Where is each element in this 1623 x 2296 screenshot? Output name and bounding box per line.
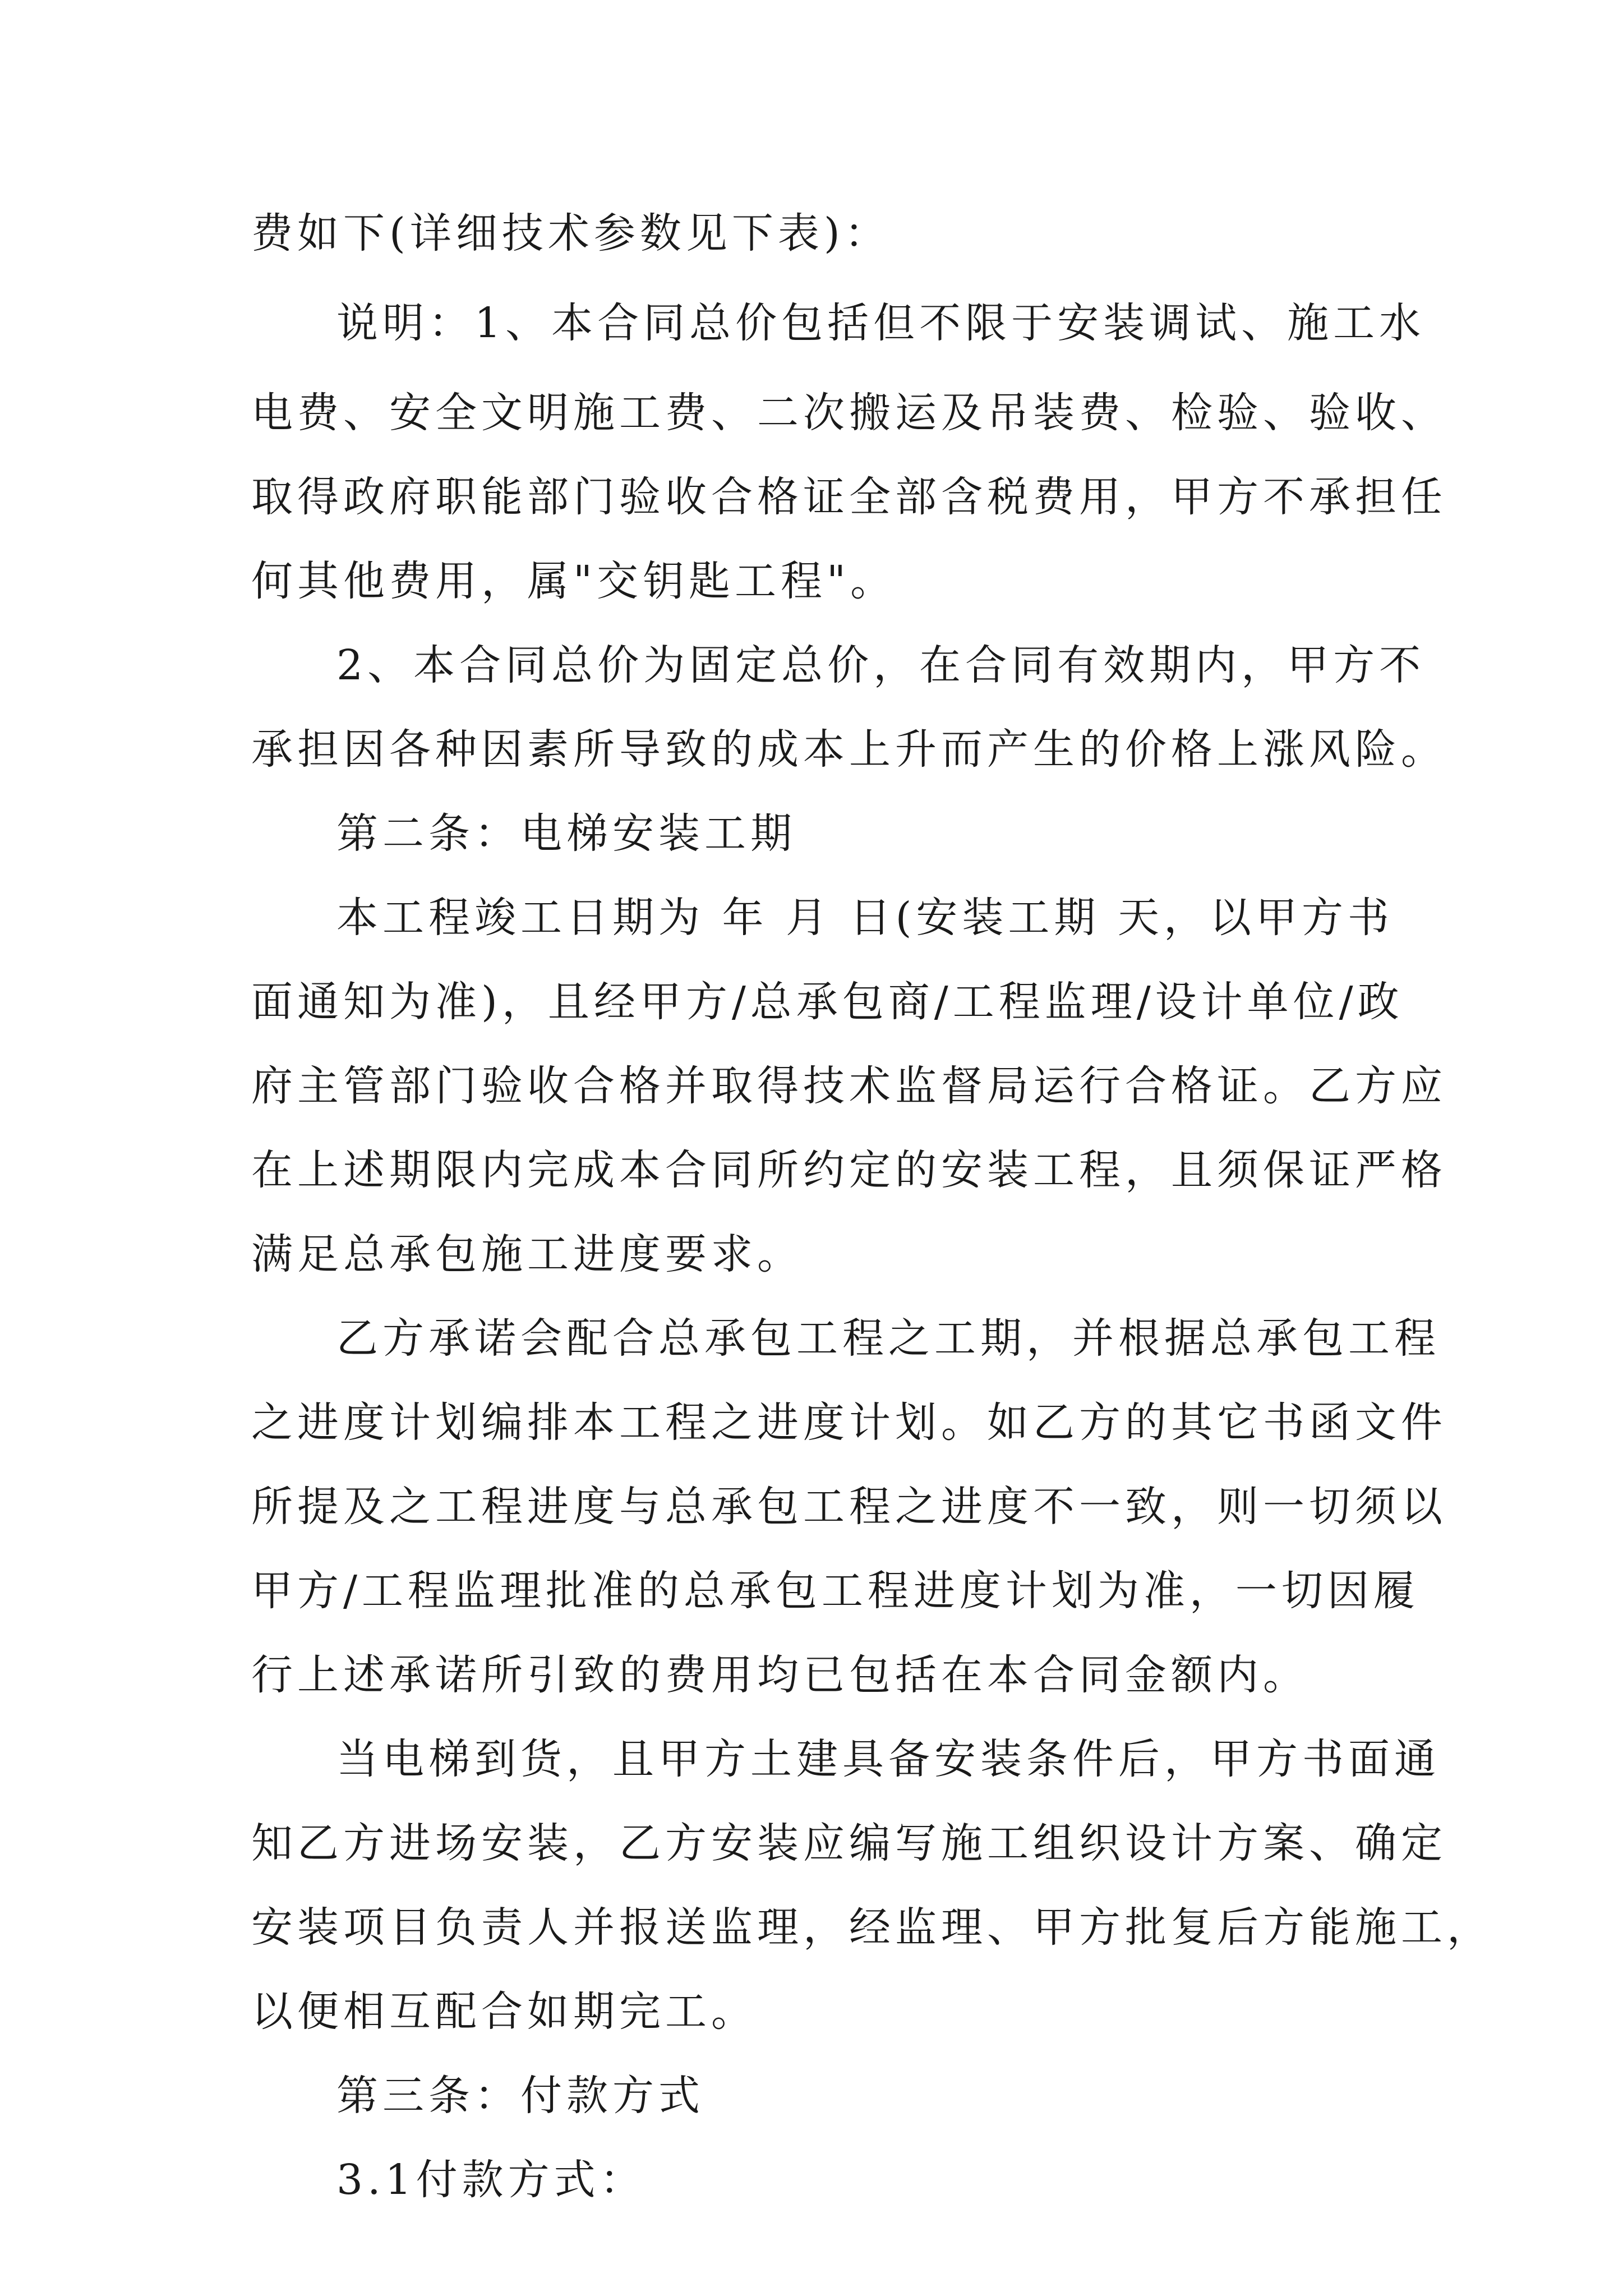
text-line: 安装项目负责人并报送监理，经监理、甲方批复后方能施工， xyxy=(251,1903,1493,1952)
text-line: 说明：1、本合同总价包括但不限于安装调试、施工水 xyxy=(336,299,1426,347)
text-line: 府主管部门验收合格并取得技术监督局运行合格证。乙方应 xyxy=(251,1062,1447,1110)
text-line: 承担因各种因素所导致的成本上升而产生的价格上涨风险。 xyxy=(251,725,1447,774)
text-line: 之进度计划编排本工程之进度计划。如乙方的其它书函文件 xyxy=(251,1398,1447,1447)
text-line: 面通知为准)，且经甲方/总承包商/工程监理/设计单位/政 xyxy=(251,978,1404,1026)
section-heading: 第三条：付款方式 xyxy=(336,2072,704,2120)
text-line: 费如下(详细技术参数见下表)： xyxy=(251,209,891,257)
text-line: 以便相互配合如期完工。 xyxy=(251,1987,757,2036)
text-line: 何其他费用，属"交钥匙工程"。 xyxy=(251,557,897,605)
text-line: 在上述期限内完成本合同所约定的安装工程，且须保证严格 xyxy=(251,1146,1447,1194)
text-line: 满足总承包施工进度要求。 xyxy=(251,1230,803,1278)
text-line: 甲方/工程监理批准的总承包工程进度计划为准，一切因履 xyxy=(251,1567,1419,1615)
text-line: 知乙方进场安装，乙方安装应编写施工组织设计方案、确定 xyxy=(251,1819,1447,1867)
text-line: 当电梯到货，且甲方土建具备安装条件后，甲方书面通 xyxy=(336,1735,1440,1783)
text-line: 乙方承诺会配合总承包工程之工期，并根据总承包工程 xyxy=(336,1314,1440,1363)
text-line: 2、本合同总价为固定总价，在合同有效期内，甲方不 xyxy=(336,641,1426,689)
section-heading: 第二条：电梯安装工期 xyxy=(336,809,796,858)
text-line: 所提及之工程进度与总承包工程之进度不一致，则一切须以 xyxy=(251,1483,1447,1531)
text-line: 取得政府职能部门验收合格证全部含税费用，甲方不承担任 xyxy=(251,473,1447,521)
text-line: 电费、安全文明施工费、二次搬运及吊装费、检验、验收、 xyxy=(251,389,1447,437)
subsection-heading: 3.1付款方式： xyxy=(336,2156,646,2204)
text-line: 本工程竣工日期为 年 月 日(安装工期 天，以甲方书 xyxy=(336,894,1394,942)
text-line: 行上述承诺所引致的费用均已包括在本合同金额内。 xyxy=(251,1651,1309,1699)
